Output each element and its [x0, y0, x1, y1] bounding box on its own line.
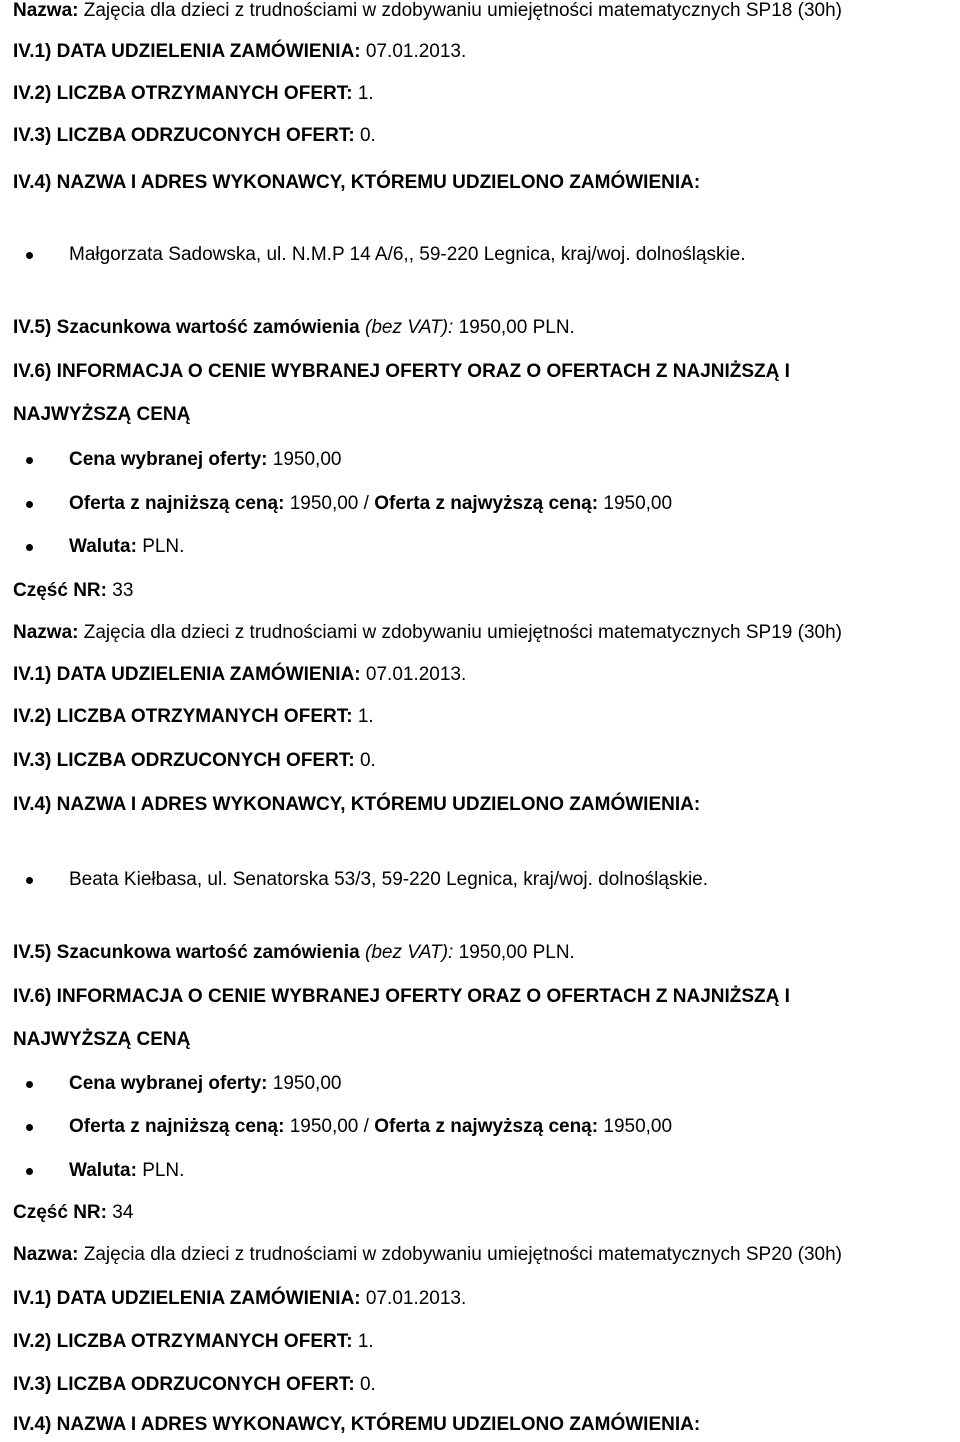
wartosc-line-sp18 [13, 317, 575, 339]
data-udzielenia-line-sp19 [13, 664, 466, 686]
liczba-odrzuconych-value: 0. [359, 125, 376, 146]
bullet-icon [0, 493, 66, 515]
nazwa-line-sp19 [13, 622, 842, 644]
nazwa-line-sp18 [13, 0, 842, 22]
data-udzielenia-value: 07.01.2013. [365, 664, 467, 685]
bullet-icon [0, 869, 66, 891]
liczba-otrzymanych-label: IV.2) LICZBA OTRZYMANYCH OFERT: [13, 83, 353, 104]
liczba-odrzuconych-line-sp20 [13, 1374, 376, 1396]
wykonawca-heading-sp19: IV.4) NAZWA I ADRES WYKONAWCY, KTÓREMU UDZIELONO ZAMÓWIENIA: [13, 794, 701, 815]
data-udzielenia-value: 07.01.2013. [365, 41, 467, 62]
wykonawca-heading-sp18: IV.4) NAZWA I ADRES WYKONAWCY, KTÓREMU UDZIELONO ZAMÓWIENIA: [13, 172, 701, 193]
liczba-odrzuconych-line-sp19 [13, 750, 376, 772]
liczba-otrzymanych-line-sp18 [13, 83, 374, 105]
data-udzielenia-line-sp18 [13, 41, 466, 63]
bullet-icon [0, 1160, 66, 1182]
data-udzielenia-value: 07.01.2013. [365, 1288, 467, 1309]
wykonawca-value: Beata Kiełbasa, ul. Senatorska 53/3, 59-220 Legnica, kraj/woj. dolnośląskie. [69, 869, 709, 890]
liczba-odrzuconych-value: 0. [359, 1374, 376, 1395]
czesc-nr-value: 33 [112, 580, 134, 601]
data-udzielenia-label: IV.1) DATA UDZIELENIA ZAMÓWIENIA: [13, 1288, 361, 1309]
liczba-odrzuconych-label: IV.3) LICZBA ODRZUCONYCH OFERT: [13, 125, 355, 146]
data-udzielenia-label: IV.1) DATA UDZIELENIA ZAMÓWIENIA: [13, 41, 361, 62]
oferta-najwyzsza-value: 1950,00 [603, 493, 673, 514]
data-udzielenia-line-sp20 [13, 1288, 466, 1310]
oferta-najnizsza-value: 1950,00 [289, 493, 359, 514]
oferta-najnizsza-value: 1950,00 [289, 1116, 359, 1137]
wartosc-value: 1950,00 PLN. [458, 942, 575, 963]
wykonawca-value: Małgorzata Sadowska, ul. N.M.P 14 A/6,, 59-220 Legnica, kraj/woj. dolnośląskie. [69, 244, 746, 265]
cena-wybranej-value: 1950,00 [272, 1073, 342, 1094]
iv6-heading-line2-sp19: NAJWYŻSZĄ CENĄ [13, 1029, 191, 1050]
oferta-najwyzsza-label: Oferta z najwyższą ceną: [374, 493, 599, 514]
czesc-nr-label: Część NR: [13, 580, 107, 601]
bez-vat-label: (bez VAT): [365, 317, 454, 338]
cena-wybranej-label: Cena wybranej oferty: [69, 1073, 268, 1094]
oferta-najnizsza-label: Oferta z najniższą ceną: [69, 1116, 285, 1137]
liczba-otrzymanych-line-sp19 [13, 706, 374, 728]
bullet-icon [0, 244, 66, 266]
wykonawca-heading-sp20: IV.4) NAZWA I ADRES WYKONAWCY, KTÓREMU UDZIELONO ZAMÓWIENIA: [13, 1414, 701, 1435]
nazwa-label: Nazwa: [13, 622, 79, 643]
liczba-otrzymanych-value: 1. [357, 706, 374, 727]
oferta-najnizsza-label: Oferta z najniższą ceną: [69, 493, 285, 514]
liczba-otrzymanych-line-sp20 [13, 1331, 374, 1353]
separator: / [363, 493, 369, 514]
waluta-value: PLN. [142, 536, 185, 557]
waluta-label: Waluta: [69, 1160, 137, 1181]
nazwa-value: Zajęcia dla dzieci z trudnościami w zdobywaniu umiejętności matematycznych SP20 (30h) [83, 1244, 842, 1265]
liczba-otrzymanych-label: IV.2) LICZBA OTRZYMANYCH OFERT: [13, 1331, 353, 1352]
nazwa-label: Nazwa: [13, 1244, 79, 1265]
liczba-odrzuconych-label: IV.3) LICZBA ODRZUCONYCH OFERT: [13, 750, 355, 771]
wartosc-label: IV.5) Szacunkowa wartość zamówienia [13, 317, 360, 338]
nazwa-label: Nazwa: [13, 0, 79, 21]
wartosc-line-sp19 [13, 942, 575, 964]
wartosc-value: 1950,00 PLN. [458, 317, 575, 338]
bullet-icon [0, 1116, 66, 1138]
bullet-icon [0, 1073, 66, 1095]
liczba-odrzuconych-value: 0. [359, 750, 376, 771]
waluta-value: PLN. [142, 1160, 185, 1181]
iv6-heading-line2-sp18: NAJWYŻSZĄ CENĄ [13, 404, 191, 425]
czesc-nr-value: 34 [112, 1202, 134, 1223]
liczba-otrzymanych-label: IV.2) LICZBA OTRZYMANYCH OFERT: [13, 706, 353, 727]
separator: / [363, 1116, 369, 1137]
oferta-najwyzsza-label: Oferta z najwyższą ceną: [374, 1116, 599, 1137]
wartosc-label: IV.5) Szacunkowa wartość zamówienia [13, 942, 360, 963]
nazwa-line-sp20 [13, 1244, 842, 1266]
czesc-nr-line-sp19 [13, 580, 133, 602]
liczba-odrzuconych-line-sp18 [13, 125, 376, 147]
cena-wybranej-label: Cena wybranej oferty: [69, 449, 268, 470]
iv6-heading-line1-sp18: IV.6) INFORMACJA O CENIE WYBRANEJ OFERTY ORAZ O OFERTACH Z NAJNIŻSZĄ I [13, 361, 790, 382]
nazwa-value: Zajęcia dla dzieci z trudnościami w zdobywaniu umiejętności matematycznych SP18 (30h) [83, 0, 842, 21]
oferta-najwyzsza-value: 1950,00 [603, 1116, 673, 1137]
cena-wybranej-value: 1950,00 [272, 449, 342, 470]
nazwa-value: Zajęcia dla dzieci z trudnościami w zdobywaniu umiejętności matematycznych SP19 (30h) [83, 622, 842, 643]
data-udzielenia-label: IV.1) DATA UDZIELENIA ZAMÓWIENIA: [13, 664, 361, 685]
bullet-icon [0, 536, 66, 558]
liczba-otrzymanych-value: 1. [357, 83, 374, 104]
iv6-heading-line1-sp19: IV.6) INFORMACJA O CENIE WYBRANEJ OFERTY ORAZ O OFERTACH Z NAJNIŻSZĄ I [13, 986, 790, 1007]
czesc-nr-label: Część NR: [13, 1202, 107, 1223]
waluta-label: Waluta: [69, 536, 137, 557]
bez-vat-label: (bez VAT): [365, 942, 454, 963]
czesc-nr-line-sp20 [13, 1202, 133, 1224]
bullet-icon [0, 449, 66, 471]
liczba-otrzymanych-value: 1. [357, 1331, 374, 1352]
liczba-odrzuconych-label: IV.3) LICZBA ODRZUCONYCH OFERT: [13, 1374, 355, 1395]
